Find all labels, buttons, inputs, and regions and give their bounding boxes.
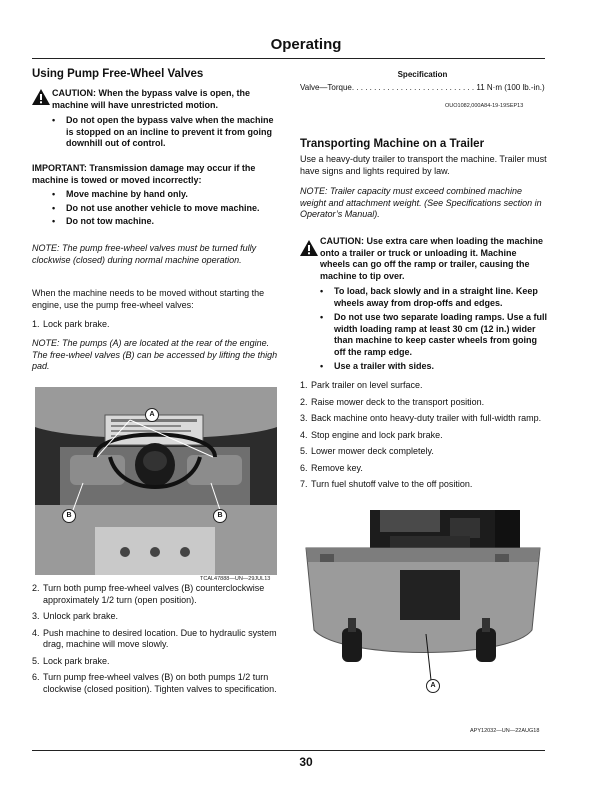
callout-a: A — [145, 408, 159, 422]
bullet-dot-icon: • — [52, 115, 56, 125]
step-item: 3. Back machine onto heavy-duty trailer with full-width ramp. — [300, 413, 542, 423]
caution-block-trailer — [300, 236, 548, 373]
figure-code: TCAL47888—UN—29JUL13 — [200, 576, 271, 582]
caution-text: CAUTION: Use extra care when loading the machine onto a trailer or truck or unloading it. Machine wheels can go off the ramp or trailer, causing the machine to tip over. — [320, 236, 544, 281]
bullet-dot-icon: • — [52, 216, 56, 226]
important-bullet: • Move machine by hand only. — [52, 189, 188, 199]
note-free-wheel-closed: NOTE: The pump free-wheel valves must be turned fully clockwise (closed) during normal machine operation. — [32, 243, 257, 265]
caution-block-bypass — [32, 88, 277, 150]
note-trailer-capacity: NOTE: Trailer capacity must exceed combined machine weight and attachment weight. (See Specifications section in Operator’s Manual). — [300, 186, 542, 219]
steps-list-right — [300, 380, 548, 496]
section-heading-trailer: Transporting Machine on a Trailer — [300, 138, 485, 150]
step-item: 6. Remove key. — [300, 462, 363, 473]
paragraph-trailer: Use a heavy-duty trailer to transport the machine. Trailer must have signs and lights required by law. — [300, 154, 547, 176]
caution-text: CAUTION: When the bypass valve is open, the machine will have unrestricted motion. — [52, 88, 251, 110]
spec-heading: Specification — [397, 70, 448, 79]
bullet-dot-icon: • — [320, 361, 324, 371]
spec-code: OUO1082,000A84-19-19SEP13 — [445, 103, 524, 109]
step-item: 5. Lower mower deck completely. — [300, 446, 434, 456]
page-number: 30 — [299, 755, 313, 769]
step-item: 6. Turn pump free-wheel valves (B) on both pumps 1/2 turn clockwise (closed position). Tighten valves to specification. — [32, 672, 277, 694]
caution-bullet: • Do not use two separate loading ramps. Use a full width loading ramp at least 30 cm (12 in.) wider than machine to keep caster wheels from going off the ramp edge. — [320, 312, 548, 357]
step-item: 1. Lock park brake. — [32, 319, 110, 329]
step-item: 1. Park trailer on level surface. — [300, 380, 423, 390]
section-heading-pump-valves: Using Pump Free-Wheel Valves — [32, 68, 204, 80]
pump-valves-photo — [35, 387, 277, 575]
callout-a: A — [426, 679, 440, 693]
step-item: 2. Raise mower deck to the transport position. — [300, 396, 485, 407]
header-rule — [32, 58, 545, 59]
warning-triangle-icon — [32, 89, 50, 105]
page-title: Operating — [270, 36, 342, 53]
important-bullet: • Do not tow machine. — [52, 216, 155, 226]
step-item: 3. Unlock park brake. — [32, 611, 119, 621]
step-item: 7. Turn fuel shutoff valve to the off position. — [300, 479, 473, 489]
caution-bullet: • Do not open the bypass valve when the machine is stopped on an incline to prevent it from going downhill out of control. — [52, 115, 274, 148]
callout-b: B — [62, 509, 76, 523]
bullet-dot-icon: • — [52, 202, 56, 213]
step-item: 4. Stop engine and lock park brake. — [300, 429, 443, 440]
bullet-dot-icon: • — [320, 286, 324, 296]
important-bullet: • Do not use another vehicle to move machine. — [52, 202, 260, 213]
footer-rule — [32, 750, 545, 751]
note-pumps-location: NOTE: The pumps (A) are located at the rear of the engine. The free-wheel valves (B) can be accessed by lifting the thigh pad. — [32, 338, 278, 371]
spec-row: Valve—Torque. . . . . . . . . . . . . . . . . . . . . . . . . . . . 11 N·m (100 lb.-in.) — [300, 83, 545, 92]
mower-deck-illustration — [300, 510, 548, 700]
caution-bullet: • To load, back slowly and in a straight line. Keep wheels away from drop-offs and edges. — [320, 286, 538, 308]
step-item: 4. Push machine to desired location. Due to hydraulic system drag, machine will move slowly. — [32, 627, 277, 649]
important-text: IMPORTANT: Transmission damage may occur if the machine is towed or moved incorrectly: — [32, 163, 256, 185]
step-item: 2. Turn both pump free-wheel valves (B) counterclockwise approximately 1/2 turn (open position). — [32, 583, 265, 605]
figure-code: APY12032—UN—22AUG18 — [470, 728, 540, 734]
paragraph-move-machine: When the machine needs to be moved without starting the engine, use the pump free-wheel valves: — [32, 288, 265, 310]
caution-bullet: • Use a trailer with sides. — [320, 361, 435, 371]
steps-list-left — [32, 583, 278, 700]
warning-triangle-icon — [300, 240, 318, 256]
mower-deck-drawing — [300, 510, 548, 700]
bullet-dot-icon: • — [52, 189, 56, 199]
bullet-dot-icon: • — [320, 312, 324, 322]
callout-b: B — [213, 509, 227, 523]
important-block — [32, 163, 277, 228]
step-item: 5. Lock park brake. — [32, 655, 110, 666]
